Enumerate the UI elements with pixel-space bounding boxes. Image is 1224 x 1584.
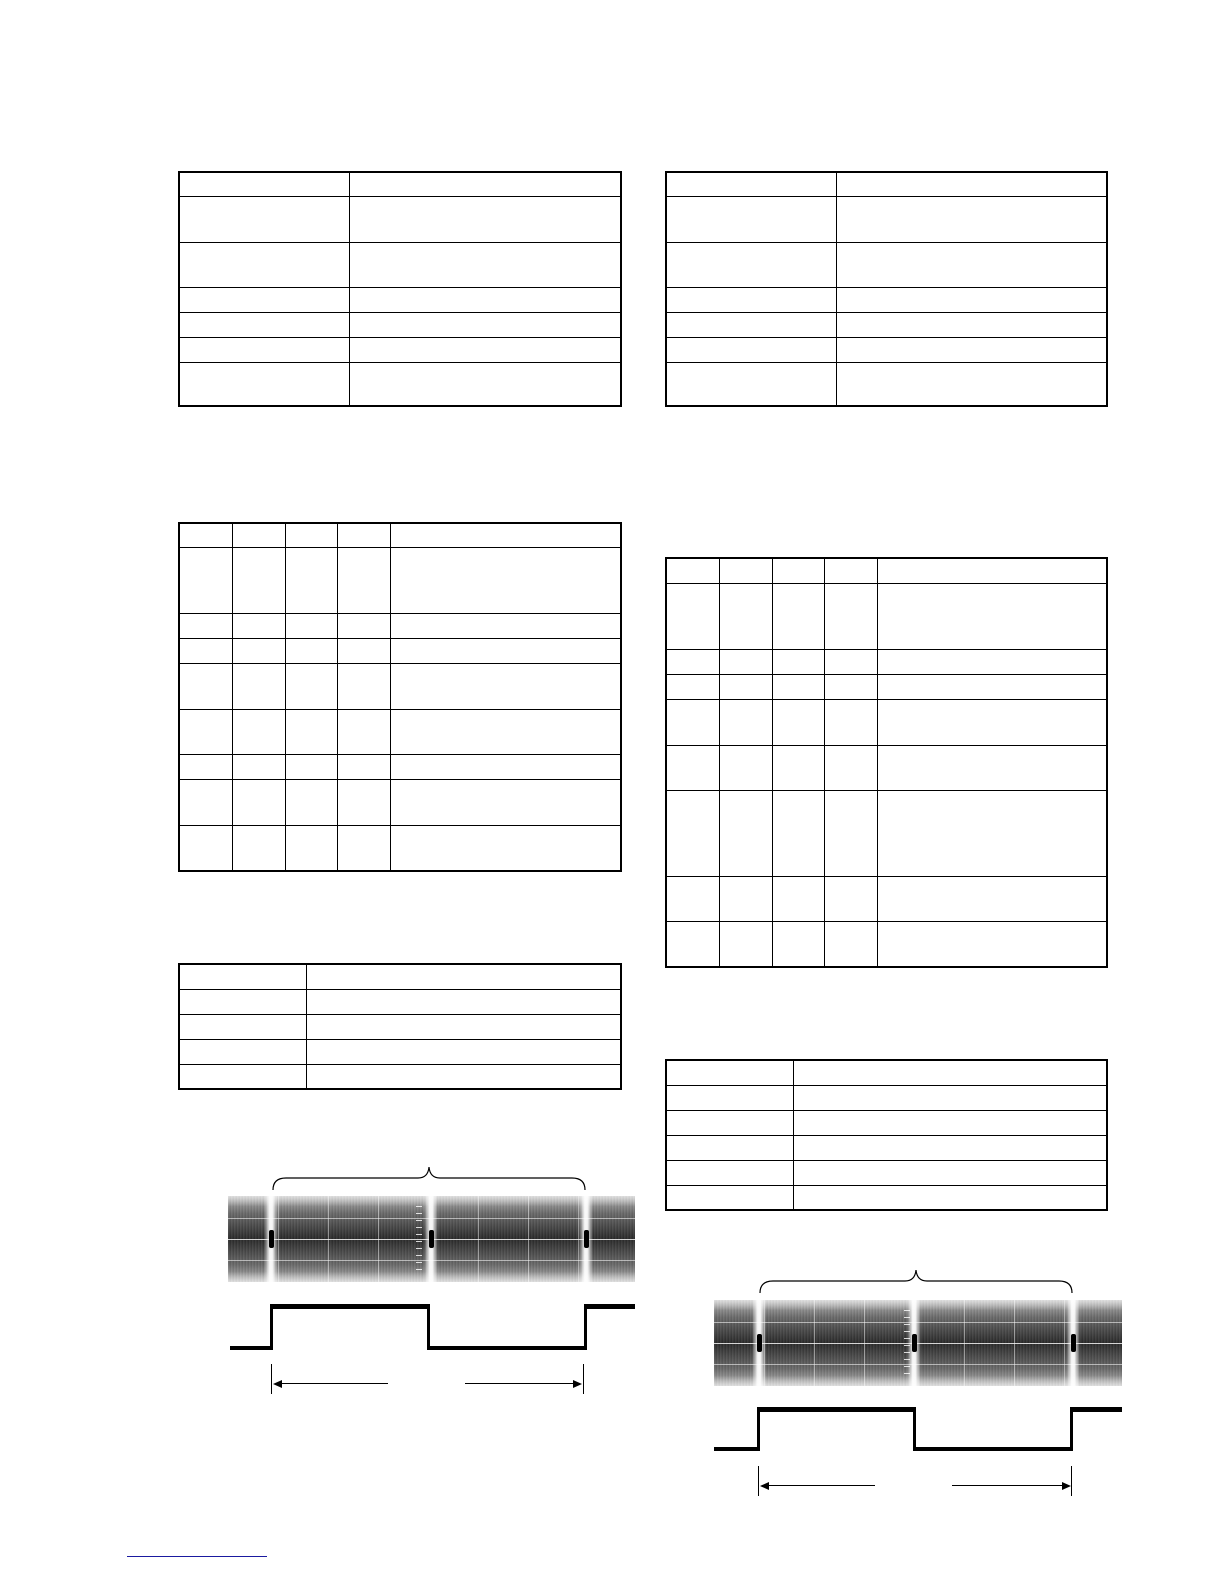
table-cell (877, 674, 1107, 699)
table-cell (719, 583, 772, 649)
table-cell (772, 745, 824, 790)
table-cell (877, 649, 1107, 674)
table-cell (666, 1185, 793, 1210)
table-cell (285, 523, 337, 547)
table-cell (877, 745, 1107, 790)
table-cell (349, 337, 621, 362)
table-cell (877, 699, 1107, 745)
table-cell (390, 779, 621, 825)
table-cell (306, 1014, 621, 1039)
table-cell (390, 825, 621, 871)
table-cell (179, 825, 232, 871)
table-cell (337, 613, 390, 638)
table-cell (719, 674, 772, 699)
table-cell (836, 196, 1107, 242)
table-cell (666, 362, 836, 406)
table-cell (390, 754, 621, 779)
table-cell (232, 779, 285, 825)
table-top-left (178, 171, 622, 407)
table-cell (877, 790, 1107, 876)
table-cell (306, 964, 621, 989)
table-cell (285, 754, 337, 779)
table-cell (306, 1064, 621, 1089)
table-cell (285, 825, 337, 871)
table-cell (337, 663, 390, 709)
table-cell (666, 287, 836, 312)
table-cell (337, 709, 390, 754)
table-cell (179, 1064, 306, 1089)
table-cell (719, 745, 772, 790)
table-cell (772, 699, 824, 745)
table-cell (666, 172, 836, 196)
table-cell (666, 649, 719, 674)
table-bottom-left (178, 963, 622, 1090)
table-cell (285, 547, 337, 613)
table-cell (232, 613, 285, 638)
table-cell (179, 638, 232, 663)
table-cell (836, 287, 1107, 312)
table-cell (772, 921, 824, 967)
oscilloscope-screen-left (228, 1196, 635, 1282)
table-mid-left (178, 522, 622, 872)
table-cell (337, 547, 390, 613)
table-cell (824, 674, 877, 699)
table-mid-right (665, 557, 1108, 968)
table-cell (719, 649, 772, 674)
table-cell (232, 754, 285, 779)
table-cell (719, 699, 772, 745)
table-cell (824, 649, 877, 674)
table-cell (179, 754, 232, 779)
table-cell (390, 547, 621, 613)
table-cell (836, 362, 1107, 406)
table-cell (179, 362, 349, 406)
table-cell (824, 921, 877, 967)
table-cell (232, 709, 285, 754)
table-cell (793, 1135, 1107, 1160)
table-cell (179, 287, 349, 312)
table-cell (772, 649, 824, 674)
table-cell (836, 312, 1107, 337)
table-cell (666, 699, 719, 745)
table-cell (349, 172, 621, 196)
table-cell (666, 337, 836, 362)
table-cell (390, 613, 621, 638)
table-cell (179, 1014, 306, 1039)
table-cell (793, 1060, 1107, 1085)
table-cell (666, 1110, 793, 1135)
table-cell (824, 745, 877, 790)
table-cell (772, 876, 824, 921)
table-bottom-right (665, 1059, 1108, 1211)
table-cell (824, 790, 877, 876)
footer-link-underline[interactable] (127, 1556, 267, 1557)
table-cell (824, 699, 877, 745)
table-cell (285, 779, 337, 825)
table-cell (179, 964, 306, 989)
table-cell (179, 779, 232, 825)
table-cell (179, 172, 349, 196)
table-cell (666, 1085, 793, 1110)
table-cell (666, 312, 836, 337)
table-cell (390, 663, 621, 709)
table-cell (285, 709, 337, 754)
brace-right (759, 1269, 1073, 1295)
table-cell (772, 790, 824, 876)
table-cell (719, 876, 772, 921)
oscilloscope-screen-right (714, 1300, 1122, 1386)
table-cell (772, 583, 824, 649)
table-cell (179, 989, 306, 1014)
table-cell (666, 921, 719, 967)
table-cell (179, 1039, 306, 1064)
table-cell (877, 558, 1107, 583)
table-cell (349, 362, 621, 406)
table-cell (337, 825, 390, 871)
table-cell (824, 583, 877, 649)
table-cell (349, 287, 621, 312)
table-cell (179, 663, 232, 709)
table-cell (179, 312, 349, 337)
table-cell (666, 745, 719, 790)
table-cell (666, 1135, 793, 1160)
table-cell (877, 583, 1107, 649)
table-cell (836, 242, 1107, 287)
table-cell (666, 674, 719, 699)
table-top-right (665, 171, 1108, 407)
table-cell (179, 709, 232, 754)
table-cell (285, 613, 337, 638)
table-cell (179, 337, 349, 362)
table-cell (337, 523, 390, 547)
table-cell (232, 638, 285, 663)
table-cell (836, 172, 1107, 196)
table-cell (390, 638, 621, 663)
table-cell (232, 523, 285, 547)
table-cell (232, 547, 285, 613)
table-cell (390, 523, 621, 547)
table-cell (306, 1039, 621, 1064)
table-cell (877, 921, 1107, 967)
table-cell (337, 754, 390, 779)
table-cell (793, 1110, 1107, 1135)
table-cell (793, 1160, 1107, 1185)
table-cell (666, 583, 719, 649)
table-cell (772, 674, 824, 699)
table-cell (179, 196, 349, 242)
table-cell (793, 1085, 1107, 1110)
table-cell (306, 989, 621, 1014)
table-cell (877, 876, 1107, 921)
table-cell (824, 876, 877, 921)
table-cell (337, 779, 390, 825)
table-cell (719, 558, 772, 583)
table-cell (390, 709, 621, 754)
table-cell (666, 242, 836, 287)
table-cell (179, 547, 232, 613)
table-cell (824, 558, 877, 583)
table-cell (772, 558, 824, 583)
table-cell (349, 312, 621, 337)
brace-left (272, 1166, 586, 1192)
table-cell (793, 1185, 1107, 1210)
table-cell (349, 242, 621, 287)
table-cell (285, 663, 337, 709)
table-cell (349, 196, 621, 242)
table-cell (232, 663, 285, 709)
table-cell (666, 558, 719, 583)
table-cell (232, 825, 285, 871)
table-cell (666, 876, 719, 921)
table-cell (179, 242, 349, 287)
table-cell (836, 337, 1107, 362)
table-cell (719, 921, 772, 967)
table-cell (179, 523, 232, 547)
table-cell (666, 1160, 793, 1185)
table-cell (666, 196, 836, 242)
table-cell (337, 638, 390, 663)
table-cell (666, 790, 719, 876)
table-cell (666, 1060, 793, 1085)
table-cell (179, 613, 232, 638)
table-cell (285, 638, 337, 663)
table-cell (719, 790, 772, 876)
